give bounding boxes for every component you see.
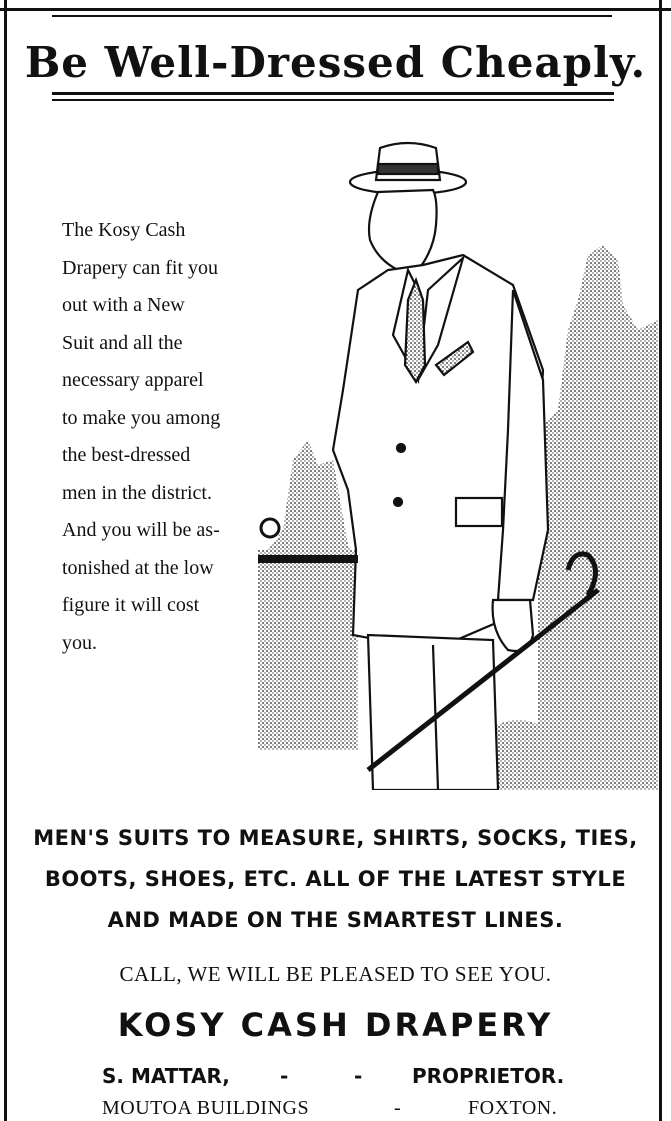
- body-line: The Kosy Cash: [62, 219, 186, 241]
- body-line: And you will be as-: [62, 519, 220, 541]
- wall-top: [258, 555, 358, 563]
- body-line: Drapery can fit you: [62, 256, 219, 279]
- offer-line-3: AND MADE ON THE SMARTEST LINES.: [107, 908, 564, 932]
- headline: Be Well-Dressed Cheaply.: [24, 38, 647, 87]
- proprietor-name: S. MATTAR,: [102, 1064, 230, 1088]
- button-1: [397, 444, 405, 452]
- top-rule-inner: [52, 15, 612, 17]
- body-line: figure it will cost: [62, 594, 200, 616]
- offer-line-2: BOOTS, SHOES, ETC. ALL OF THE LATEST STYLE: [44, 867, 627, 891]
- body-copy: [62, 212, 258, 662]
- dash-1: -: [280, 1064, 289, 1088]
- left-border: [4, 0, 7, 1121]
- hat-band: [378, 164, 438, 174]
- background-trees: [538, 245, 658, 770]
- body-line: out with a New: [62, 294, 185, 316]
- pocket-flap: [456, 498, 502, 526]
- business-name: KOSY CASH DRAPERY: [117, 1006, 554, 1044]
- body-line: you.: [62, 631, 97, 654]
- ground: [258, 710, 358, 750]
- offer-line-1: MEN'S SUITS TO MEASURE, SHIRTS, SOCKS, TIES,: [33, 826, 638, 850]
- address-dash: -: [394, 1097, 402, 1119]
- pillar-ornament: [261, 519, 279, 537]
- body-line: men in the district.: [62, 481, 212, 504]
- address-town: FOXTON.: [468, 1097, 558, 1119]
- top-rule-outer: [0, 8, 671, 11]
- address-building: MOUTOA BUILDINGS: [102, 1097, 310, 1119]
- body-line: the best-dressed: [62, 444, 191, 466]
- headline-underline-2: [52, 99, 614, 101]
- headline-underline-1: [52, 92, 614, 95]
- background-hedge: [258, 550, 358, 730]
- call-line: CALL, WE WILL BE PLEASED TO SEE YOU.: [119, 962, 552, 986]
- head: [369, 190, 437, 270]
- man-in-suit-illustration: [258, 130, 658, 790]
- body-line: necessary apparel: [62, 369, 204, 391]
- ground-right: [488, 720, 658, 790]
- button-2: [394, 498, 402, 506]
- right-border: [659, 0, 662, 1121]
- body-line: Suit and all the: [62, 331, 183, 354]
- body-line: tonished at the low: [62, 556, 214, 579]
- proprietor-title: PROPRIETOR.: [412, 1064, 565, 1088]
- body-line: to make you among: [62, 406, 221, 429]
- dash-2: -: [354, 1064, 363, 1088]
